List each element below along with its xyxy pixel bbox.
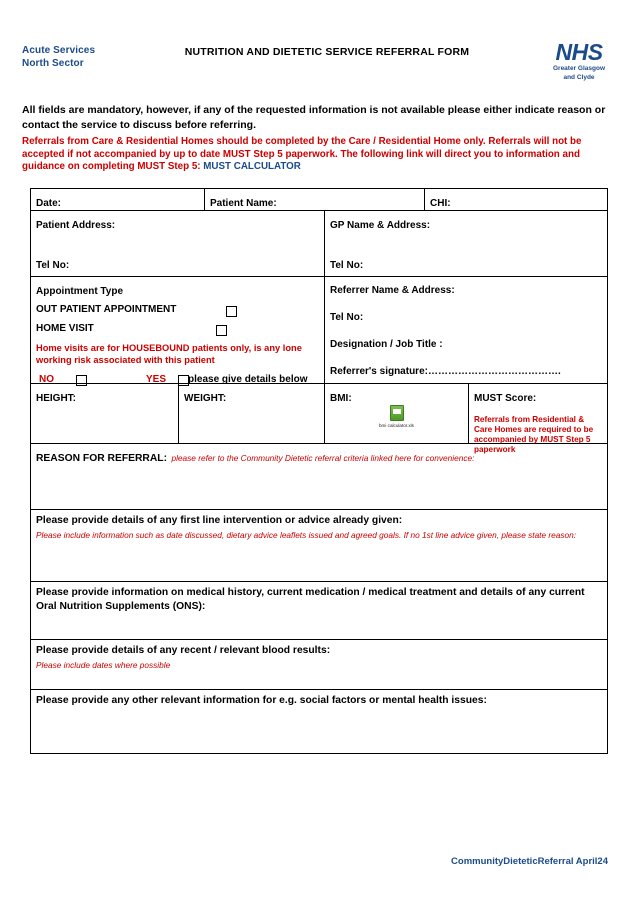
give-details-label: please give details below	[188, 374, 308, 385]
patient-name-label: Patient Name:	[210, 198, 277, 209]
home-visit-checkbox[interactable]	[216, 325, 227, 336]
height-field[interactable]	[31, 384, 179, 443]
nhs-wordmark: NHS	[555, 39, 603, 65]
referrer-tel-label: Tel No:	[330, 312, 364, 323]
no-label: NO	[39, 374, 54, 385]
table-row	[31, 189, 607, 211]
reason-for-referral-field[interactable]	[31, 444, 607, 509]
out-patient-label: OUT PATIENT APPOINTMENT	[36, 304, 177, 315]
patient-address-field[interactable]	[31, 211, 325, 276]
gp-address-field[interactable]	[325, 211, 607, 276]
table-row	[31, 640, 607, 690]
table-row	[31, 384, 607, 454]
must-calculator-link[interactable]: MUST CALCULATOR	[203, 161, 301, 173]
appointment-type-label: Appointment Type	[36, 286, 124, 297]
page-title: NUTRITION AND DIETETIC SERVICE REFERRAL FORM	[184, 46, 470, 58]
must-score-note: Referrals from Residential & Care Homes are required to be accompanied by MUST Step 5 paperwork	[474, 415, 594, 454]
spreadsheet-icon	[390, 405, 404, 421]
care-home-warning-text: Referrals from Care & Residential Homes should be completed by the Care / Residential Home only. Referrals will not be accepted if not accompanied by up to date MUST Step 5 paperwork. The following link will direct you to information and guidance on completing MUST Step 5:	[22, 136, 582, 173]
home-visit-label: HOME VISIT	[36, 323, 94, 334]
organisation-line-2: North Sector	[22, 58, 84, 69]
other-information-label: Please provide any other relevant information for e.g. social factors or mental health issues:	[36, 695, 487, 706]
date-label: Date:	[36, 198, 62, 209]
chi-field[interactable]	[425, 189, 607, 210]
referrer-details-cell	[325, 277, 607, 383]
bmi-calculator-attachment[interactable]	[357, 405, 437, 429]
medical-history-field[interactable]	[31, 582, 607, 639]
designation-label: Designation / Job Title :	[330, 339, 443, 350]
gp-tel-label: Tel No:	[330, 260, 364, 271]
blood-results-field[interactable]	[31, 640, 607, 689]
housebound-note: Home visits are for HOUSEBOUND patients only, is any lone working risk associated with this patient	[36, 343, 302, 365]
mandatory-fields-note: All fields are mandatory, however, if any of the requested information is not available please either indicate reason or contact the service to discuss before referring.	[22, 104, 606, 131]
table-row	[31, 690, 607, 753]
referrer-signature-label: Referrer's signature:………………………………….	[330, 366, 561, 377]
organisation-block	[22, 44, 95, 70]
patient-tel-label: Tel No:	[36, 260, 70, 271]
nhs-board-line-2: and Clyde	[563, 73, 595, 81]
referral-form-table	[30, 188, 608, 754]
patient-address-label: Patient Address:	[36, 220, 116, 231]
other-information-field[interactable]	[31, 690, 607, 753]
care-home-warning	[22, 136, 607, 174]
nhs-board-line-1: Greater Glasgow	[552, 65, 606, 72]
table-row	[31, 582, 607, 640]
document-header	[22, 40, 614, 82]
bmi-field[interactable]	[325, 384, 469, 443]
home-visit-option[interactable]	[36, 323, 319, 337]
weight-field[interactable]	[179, 384, 325, 443]
table-row	[31, 211, 607, 277]
reason-for-referral-sub: please refer to the Community Dietetic referral criteria linked here for convenience:	[171, 453, 475, 463]
blood-results-sub: Please include dates where possible	[36, 660, 171, 670]
first-line-intervention-field[interactable]	[31, 510, 607, 581]
bmi-attachment-caption: bmi calculator.xls	[379, 423, 414, 428]
patient-name-field[interactable]	[205, 189, 425, 210]
date-field[interactable]	[31, 189, 205, 210]
first-line-intervention-label: Please provide details of any first line intervention or advice already given:	[36, 515, 403, 526]
gp-address-label: GP Name & Address:	[330, 220, 431, 231]
weight-label: WEIGHT:	[184, 393, 227, 404]
must-score-label: MUST Score:	[474, 393, 537, 404]
must-score-field[interactable]	[469, 384, 607, 454]
table-row	[31, 277, 607, 384]
document-footer-reference: CommunityDieteticReferral April24	[451, 856, 608, 867]
nhs-logo	[544, 40, 614, 81]
medical-history-label: Please provide information on medical history, current medication / medical treatment and details of any current Oral Nutrition Supplements (ONS):	[36, 587, 585, 612]
bmi-label: BMI:	[330, 393, 352, 404]
blood-results-label: Please provide details of any recent / relevant blood results:	[36, 645, 331, 656]
out-patient-checkbox[interactable]	[226, 306, 237, 317]
first-line-intervention-sub: Please include information such as date discussed, dietary advice leaflets issued and agreed goals. If no 1st line advice given, please state reason:	[36, 530, 577, 540]
referrer-name-address-label: Referrer Name & Address:	[330, 285, 455, 296]
reason-for-referral-label: REASON FOR REFERRAL:	[36, 453, 167, 464]
table-row	[31, 444, 607, 510]
out-patient-option[interactable]	[36, 304, 319, 318]
chi-label: CHI:	[430, 198, 451, 209]
organisation-line-1: Acute Services	[22, 45, 96, 56]
yes-label: YES	[146, 374, 167, 385]
appointment-type-cell	[31, 277, 325, 383]
table-row	[31, 510, 607, 582]
height-label: HEIGHT:	[36, 393, 76, 404]
